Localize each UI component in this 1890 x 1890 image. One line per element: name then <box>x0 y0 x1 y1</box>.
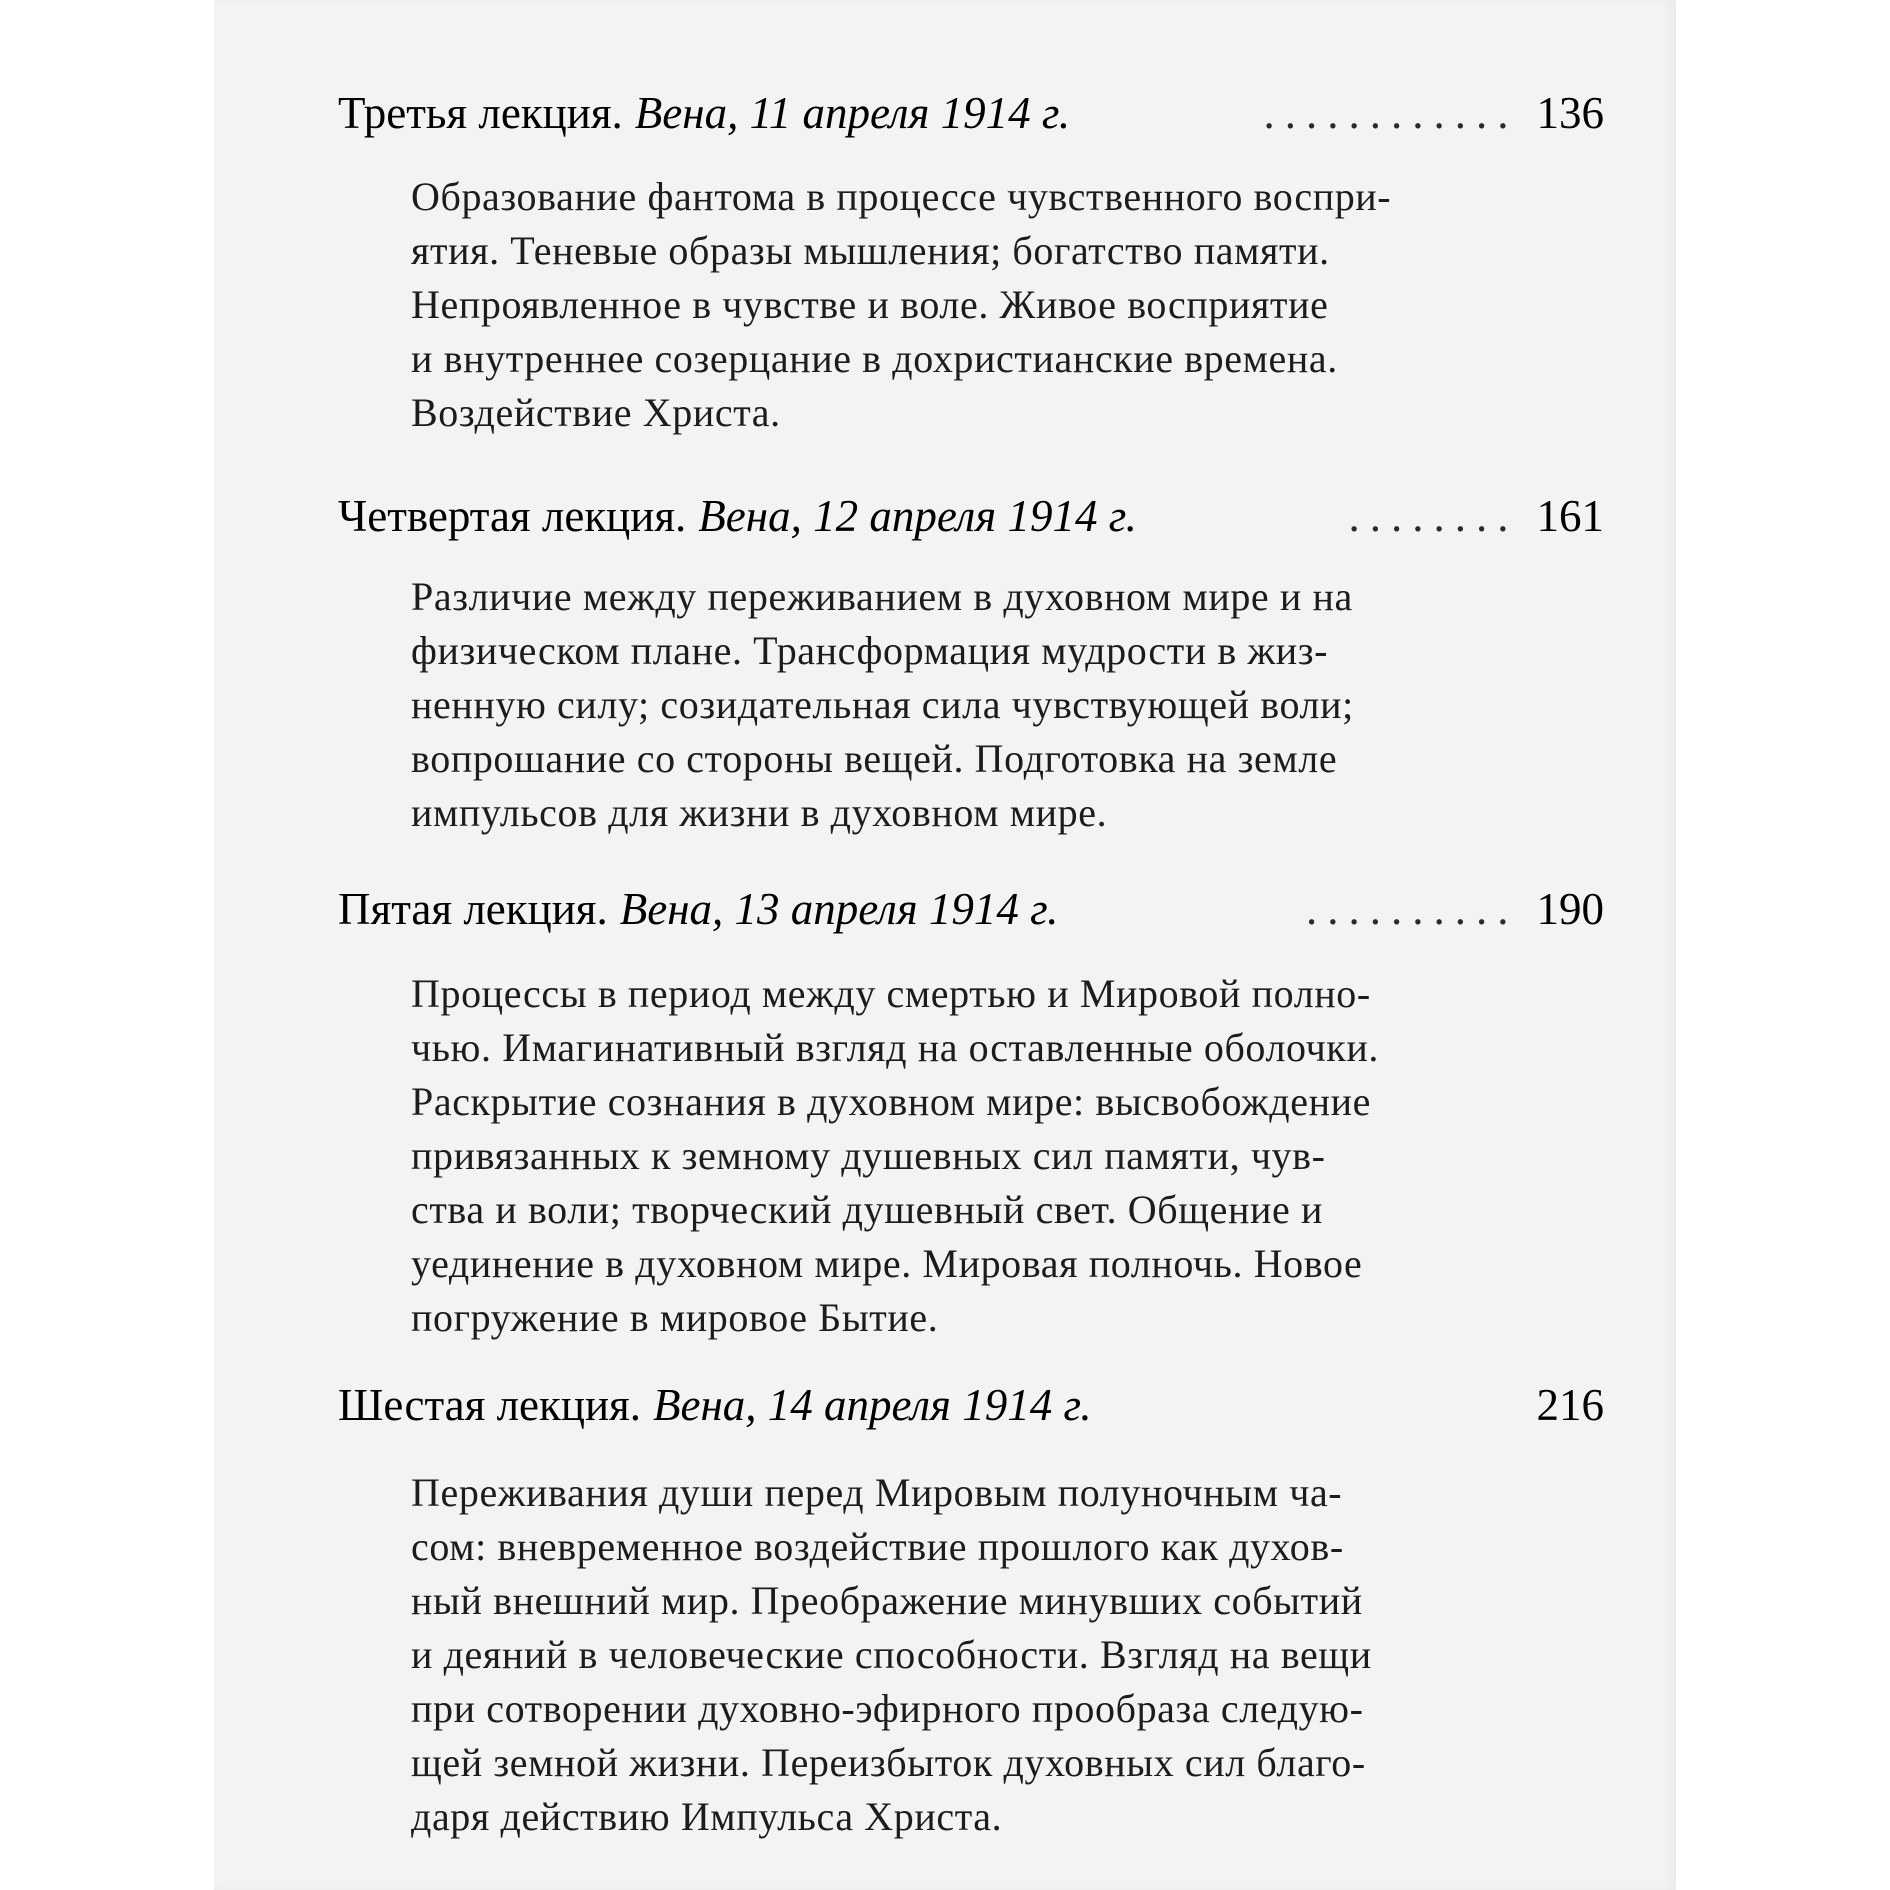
lecture-place-date: Вена, 12 апреля 1914 г. <box>698 491 1137 541</box>
dot-leader: ............ <box>1263 88 1519 138</box>
dot-leader: ........ <box>1348 491 1519 541</box>
summary-line: Процессы в период между смертью и Мировой полно- <box>411 971 1371 1016</box>
summary-line: уединение в духовном мире. Мировая полночь. Новое <box>411 1241 1363 1286</box>
page-number: 190 <box>1536 884 1604 934</box>
summary-line: Раскрытие сознания в духовном мире: высвобождение <box>411 1079 1371 1124</box>
summary-line: сом: вневременное воздействие прошлого как духов- <box>411 1524 1344 1569</box>
book-page <box>214 0 1676 1890</box>
lecture-place-date: Вена, 13 апреля 1914 г. <box>619 884 1059 934</box>
summary-line: Переживания души перед Мировым полуночным ча- <box>411 1470 1343 1515</box>
toc-heading-fourth-lecture <box>338 486 1604 546</box>
toc-heading-sixth-lecture <box>338 1375 1604 1435</box>
lecture-title: Шестая лекция. <box>338 1380 642 1430</box>
lecture-title: Четвертая лекция. <box>338 491 687 541</box>
summary-line: Воздействие Христа. <box>411 390 781 435</box>
lecture-summary <box>411 170 1561 440</box>
summary-line: Непроявленное в чувстве и воле. Живое восприятие <box>411 282 1329 327</box>
summary-line: Образование фантома в процессе чувственного воспри- <box>411 174 1392 219</box>
page-number: 136 <box>1536 88 1604 138</box>
summary-line: вопрошание со стороны вещей. Подготовка на земле <box>411 736 1338 781</box>
page-number: 216 <box>1536 1380 1604 1430</box>
summary-line: ненную силу; созидательная сила чувствующей воли; <box>411 682 1354 727</box>
summary-line: и внутреннее созерцание в дохристианские времена. <box>411 336 1338 381</box>
summary-line: и деяний в человеческие способности. Взгляд на вещи <box>411 1632 1372 1677</box>
summary-line: ятия. Теневые образы мышления; богатство памяти. <box>411 228 1330 273</box>
lecture-summary <box>411 967 1561 1345</box>
lecture-place-date: Вена, 11 апреля 1914 г. <box>634 88 1071 138</box>
summary-line: щей земной жизни. Переизбыток духовных сил благо- <box>411 1740 1366 1785</box>
summary-line: чью. Имагинативный взгляд на оставленные оболочки. <box>411 1025 1379 1070</box>
lecture-summary <box>411 1466 1561 1844</box>
summary-line: погружение в мировое Бытие. <box>411 1295 939 1340</box>
summary-line: ный внешний мир. Преображение минувших событий <box>411 1578 1363 1623</box>
dot-leader: .......... <box>1306 884 1519 934</box>
summary-line: даря действию Импульса Христа. <box>411 1794 1003 1839</box>
toc-heading-third-lecture <box>338 83 1604 143</box>
summary-line: импульсов для жизни в духовном мире. <box>411 790 1108 835</box>
summary-line: ства и воли; творческий душевный свет. Общение и <box>411 1187 1323 1232</box>
lecture-place-date: Вена, 14 апреля 1914 г. <box>653 1380 1092 1430</box>
lecture-title: Пятая лекция. <box>338 884 608 934</box>
toc-heading-fifth-lecture <box>338 879 1604 939</box>
summary-line: при сотворении духовно-эфирного прообраза следую- <box>411 1686 1364 1731</box>
summary-line: привязанных к земному душевных сил памяти, чув- <box>411 1133 1326 1178</box>
lecture-summary <box>411 570 1561 840</box>
summary-line: Различие между переживанием в духовном мире и на <box>411 574 1353 619</box>
lecture-title: Третья лекция. <box>338 88 623 138</box>
page-number: 161 <box>1536 491 1604 541</box>
summary-line: физическом плане. Трансформация мудрости в жиз- <box>411 628 1329 673</box>
